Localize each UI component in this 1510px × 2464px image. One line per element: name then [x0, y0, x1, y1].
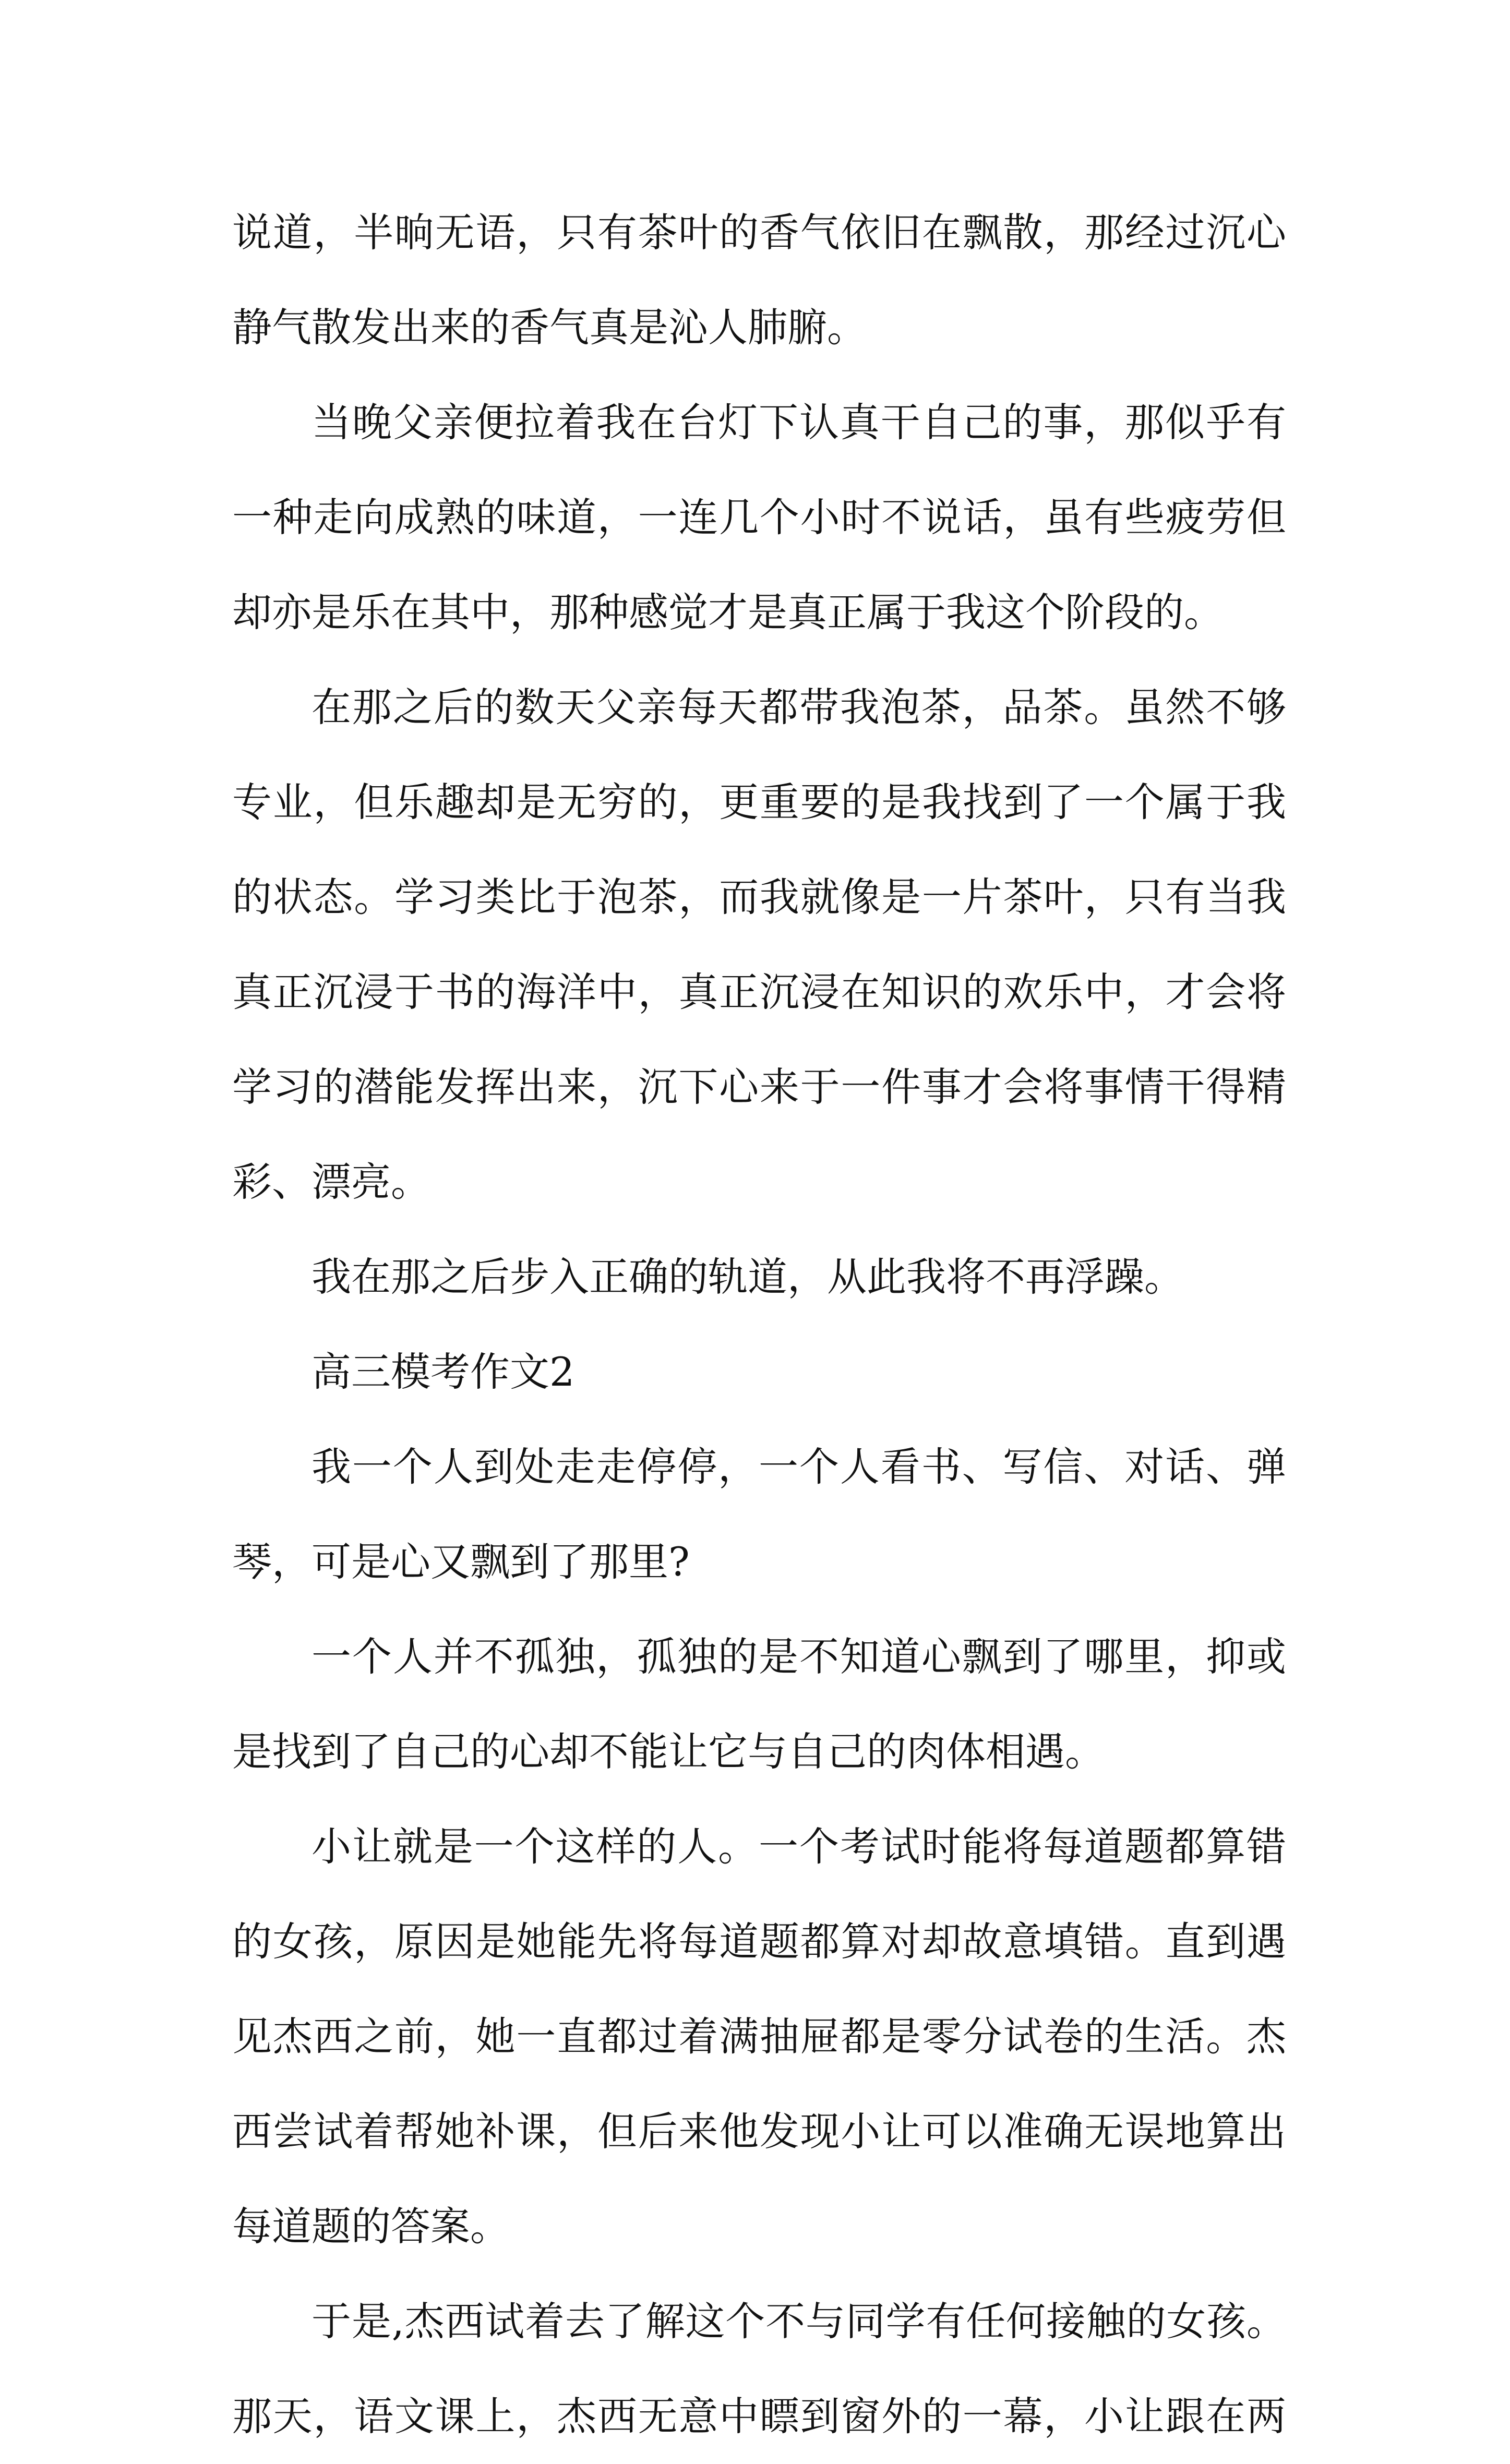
paragraph-line: 一种走向成熟的味道，一连几个小时不说话，虽有些疲劳但	[232, 494, 1286, 540]
paragraph-line: 见杰西之前，她一直都过着满抽屉都是零分试卷的生活。杰	[232, 2013, 1286, 2060]
paragraph-line: 专业，但乐趣却是无穷的，更重要的是我找到了一个属于我	[232, 779, 1286, 825]
paragraph-line: 小让就是一个这样的人。一个考试时能将每道题都算错	[311, 1823, 1286, 1870]
section-heading: 高三模考作文2	[311, 1349, 575, 1395]
paragraph-line: 的状态。学习类比于泡茶，而我就像是一片茶叶，只有当我	[232, 874, 1286, 920]
paragraph-line: 每道题的答案。	[232, 2203, 510, 2250]
paragraph-line: 西尝试着帮她补课，但后来他发现小让可以准确无误地算出	[232, 2108, 1286, 2155]
paragraph-line: 说道，半晌无语，只有茶叶的香气依旧在飘散，那经过沉心	[232, 209, 1286, 256]
paragraph-line: 的女孩，原因是她能先将每道题都算对却故意填错。直到遇	[232, 1918, 1286, 1965]
paragraph-line: 一个人并不孤独，孤独的是不知道心飘到了哪里，抑或	[311, 1633, 1286, 1680]
document-body	[232, 185, 1286, 2464]
paragraph-line: 真正沉浸于书的海洋中，真正沉浸在知识的欢乐中，才会将	[232, 969, 1286, 1015]
paragraph-line: 在那之后的数天父亲每天都带我泡茶，品茶。虽然不够	[311, 684, 1286, 730]
paragraph-line: 琴，可是心又飘到了那里?	[232, 1539, 690, 1585]
paragraph-line: 却亦是乐在其中，那种感觉才是真正属于我这个阶段的。	[232, 589, 1224, 635]
paragraph-line: 彩、漂亮。	[232, 1159, 430, 1205]
paragraph-line: 学习的潜能发挥出来，沉下心来于一件事才会将事情干得精	[232, 1064, 1286, 1110]
paragraph-line: 是找到了自己的心却不能让它与自己的肉体相遇。	[232, 1728, 1105, 1775]
paragraph-line: 我一个人到处走走停停，一个人看书、写信、对话、弹	[311, 1444, 1286, 1490]
paragraph-line: 那天，语文课上，杰西无意中瞟到窗外的一幕，小让跟在两	[232, 2393, 1286, 2439]
paragraph-line: 于是,杰西试着去了解这个不与同学有任何接触的女孩。	[311, 2298, 1286, 2345]
paragraph-line: 静气散发出来的香气真是沁人肺腑。	[232, 304, 867, 351]
paragraph-line: 我在那之后步入正确的轨道，从此我将不再浮躁。	[311, 1254, 1184, 1300]
paragraph-line: 当晚父亲便拉着我在台灯下认真干自己的事，那似乎有	[311, 399, 1286, 446]
